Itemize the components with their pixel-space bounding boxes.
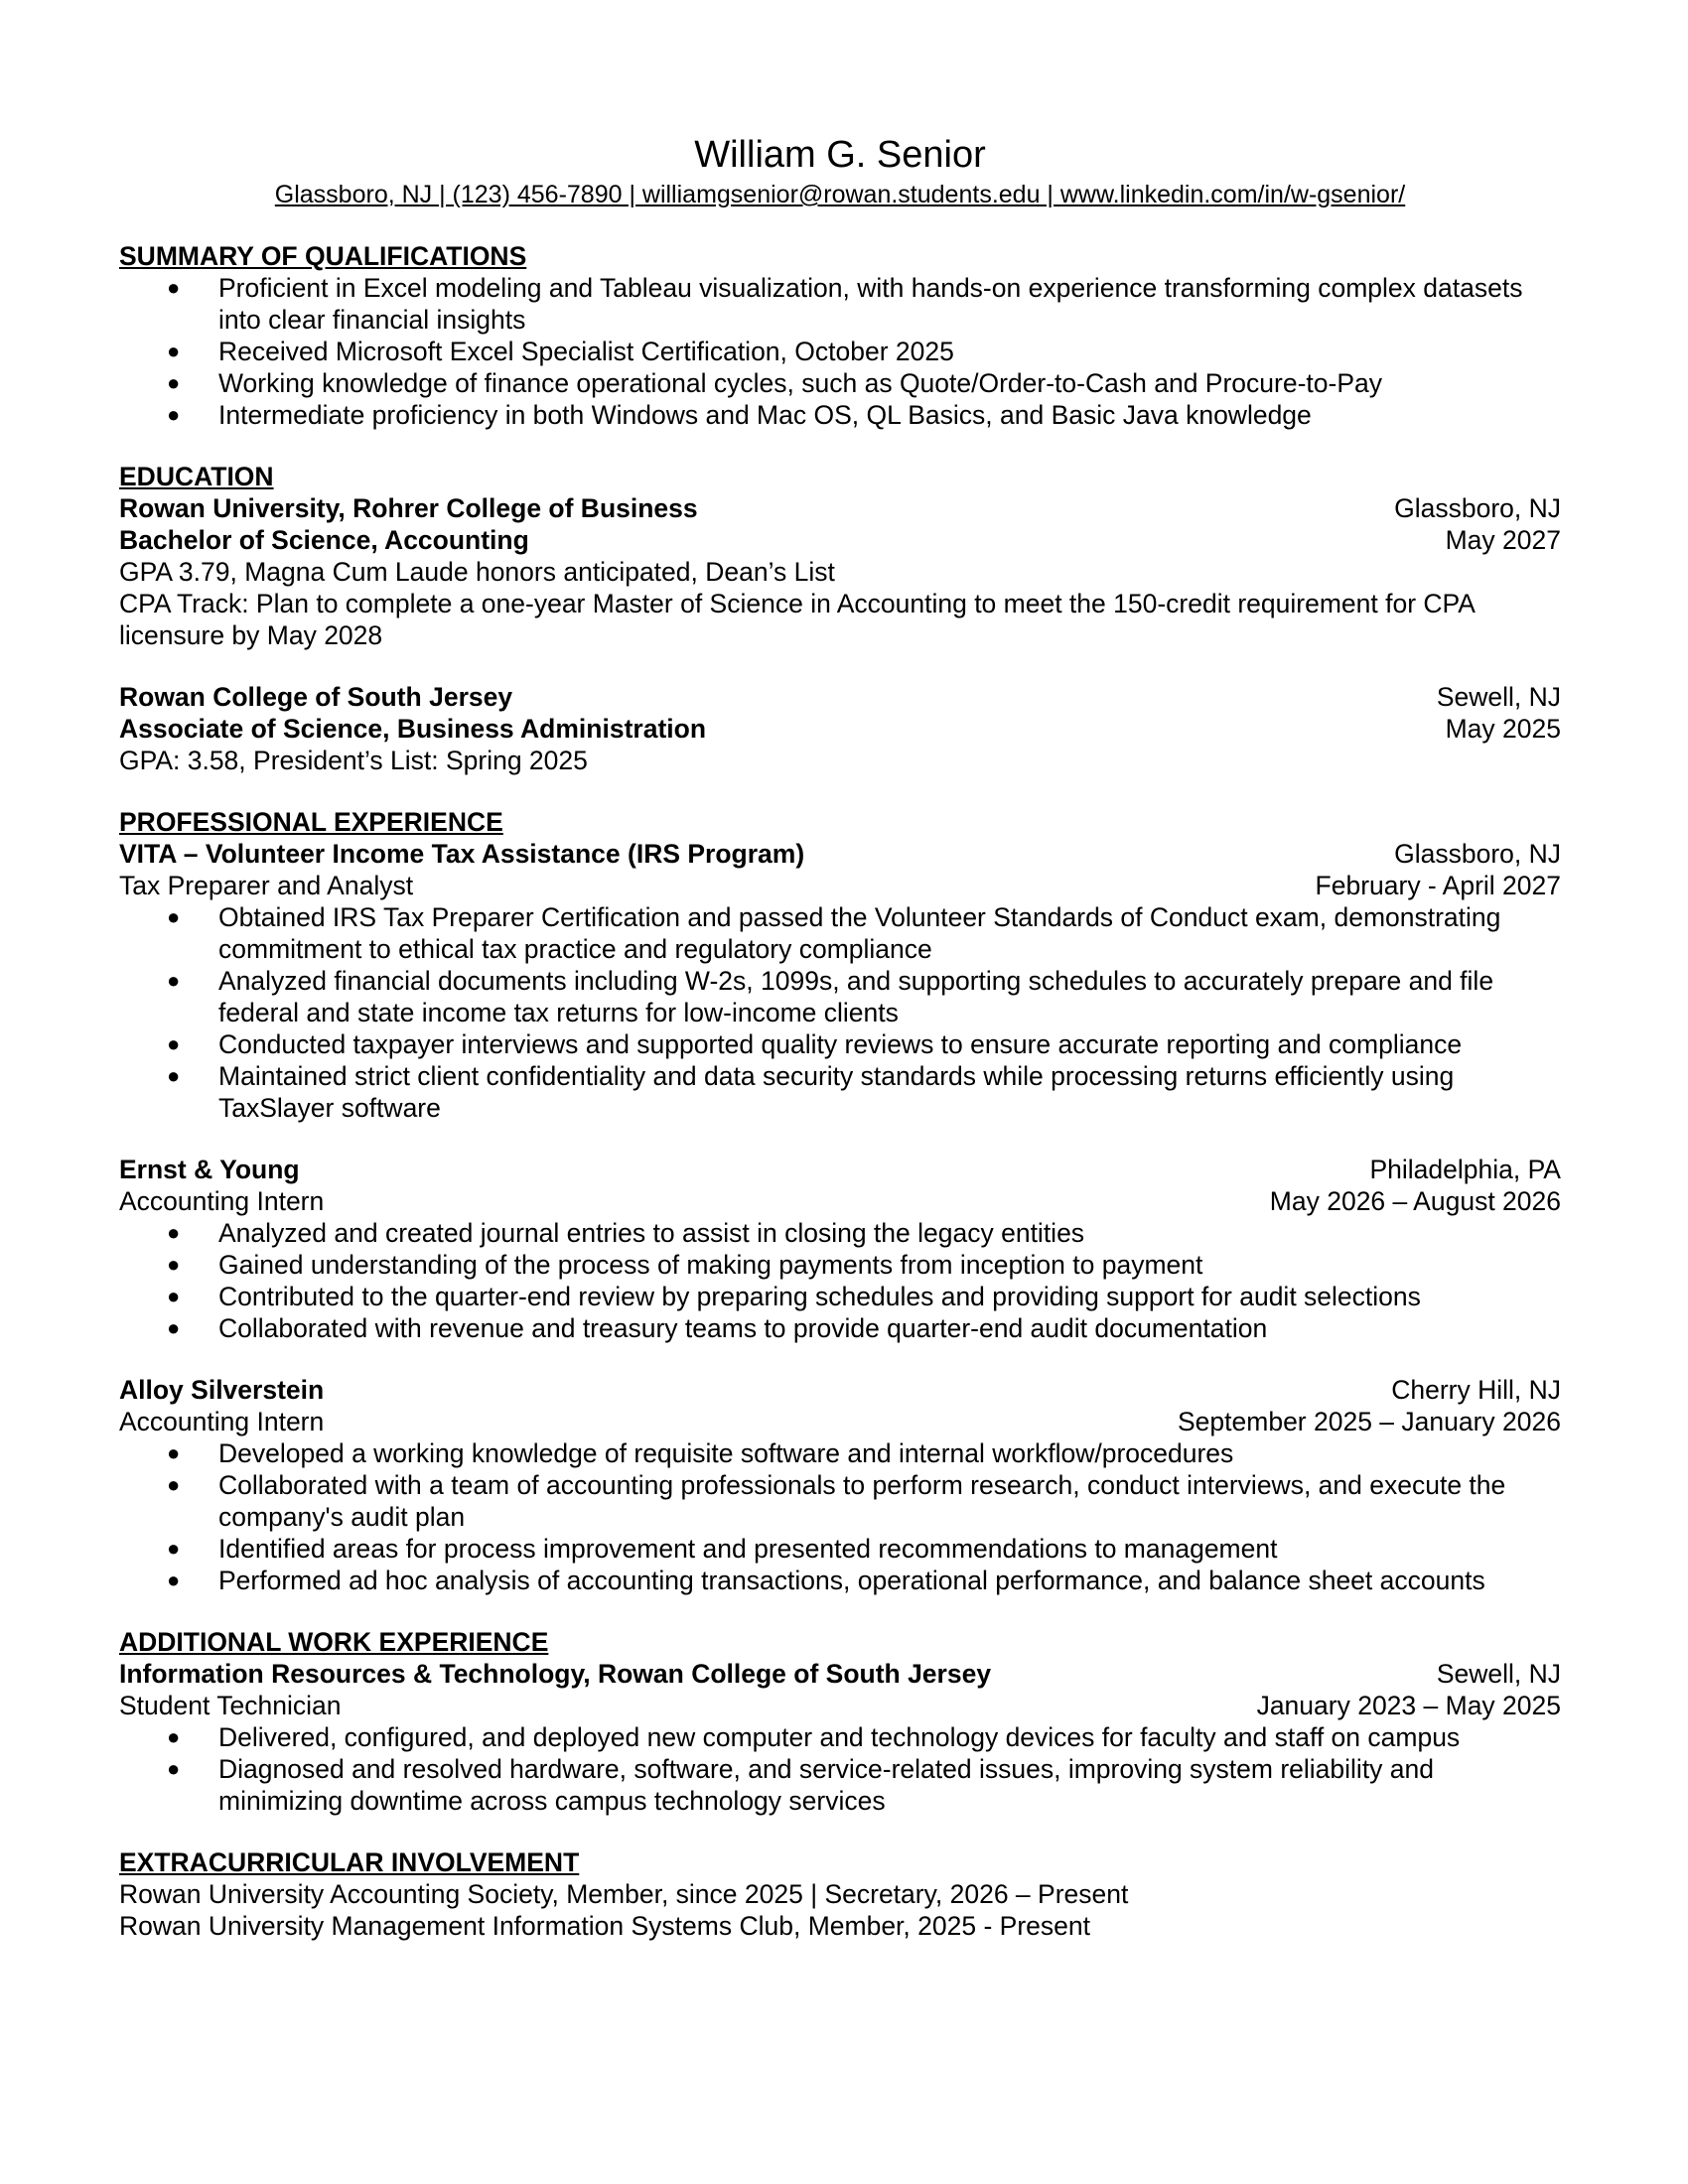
school-location: Sewell, NJ — [1436, 682, 1561, 712]
organization-name: Information Resources & Technology, Rowan College of South Jersey — [119, 1659, 992, 1689]
bullet-icon: ● — [167, 1472, 181, 1497]
education-detail: GPA 3.79, Magna Cum Laude honors anticipated, Dean’s List — [119, 557, 835, 587]
additional-experience-section — [119, 1626, 1561, 1817]
list-item-text: Collaborated with revenue and treasury teams to provide quarter-end audit documentation — [218, 1313, 1268, 1343]
organization-name: VITA – Volunteer Income Tax Assistance (IRS Program) — [119, 839, 805, 869]
bullet-icon: ● — [167, 1031, 181, 1056]
experience-entry — [119, 838, 1561, 1124]
role-date: January 2023 – May 2025 — [1256, 1691, 1561, 1720]
list-item — [119, 1533, 1561, 1565]
degree-name: Bachelor of Science, Accounting — [119, 525, 529, 555]
bullet-icon: ● — [167, 1536, 181, 1561]
organization-name: Alloy Silverstein — [119, 1375, 325, 1405]
professional-section — [119, 806, 1561, 1596]
list-item-text: Received Microsoft Excel Specialist Certification, October 2025 — [218, 337, 954, 366]
list-item-text: Collaborated with a team of accounting professionals to perform research, conduct interviews, and execute the company's audit plan — [218, 1470, 1506, 1532]
experience-entry — [119, 1374, 1561, 1596]
bullet-icon: ● — [167, 1568, 181, 1592]
bullet-icon: ● — [167, 968, 181, 993]
experience-entry — [119, 1658, 1561, 1817]
experience-entry — [119, 1154, 1561, 1344]
list-item — [119, 1060, 1561, 1124]
section-title-extracurricular: EXTRACURRICULAR INVOLVEMENT — [119, 1847, 580, 1877]
school-location: Glassboro, NJ — [1394, 493, 1561, 523]
organization-location: Philadelphia, PA — [1369, 1155, 1561, 1184]
role-title: Tax Preparer and Analyst — [119, 871, 414, 900]
bullet-icon: ● — [167, 275, 181, 300]
education-detail: CPA Track: Plan to complete a one-year Master of Science in Accounting to meet the 150-credit requirement for CPA licensure by May 2028 — [119, 589, 1475, 650]
list-item-text: Identified areas for process improvement and presented recommendations to management — [218, 1534, 1278, 1564]
list-item — [119, 1217, 1561, 1249]
bullet-icon: ● — [167, 1252, 181, 1277]
degree-name: Associate of Science, Business Administration — [119, 714, 707, 744]
bullet-icon: ● — [167, 1220, 181, 1245]
role-date: May 2026 – August 2026 — [1269, 1186, 1561, 1216]
experience-bullets — [119, 1217, 1561, 1344]
extracurricular-item: Rowan University Management Information Systems Club, Member, 2025 - Present — [119, 1911, 1090, 1941]
resume-header — [119, 133, 1561, 210]
contact-line: Glassboro, NJ | (123) 456-7890 | williamgsenior@rowan.students.edu | www.linkedin.com/in/w-gsenior/ — [274, 181, 1406, 208]
list-item — [119, 1312, 1561, 1344]
list-item-text: Obtained IRS Tax Preparer Certification and passed the Volunteer Standards of Conduct exam, demonstrating commitment to ethical tax practice and regulatory compliance — [218, 902, 1501, 964]
list-item — [119, 336, 1561, 367]
bullet-icon: ● — [167, 1756, 181, 1781]
list-item-text: Analyzed and created journal entries to assist in closing the legacy entities — [218, 1218, 1085, 1248]
role-title: Accounting Intern — [119, 1407, 325, 1436]
list-item — [119, 1753, 1561, 1817]
school-name: Rowan College of South Jersey — [119, 682, 513, 712]
education-entry — [119, 681, 1561, 776]
bullet-icon: ● — [167, 1440, 181, 1465]
list-item-text: Diagnosed and resolved hardware, software, and service-related issues, improving system reliability and minimizing downtime across campus technology services — [218, 1754, 1435, 1816]
list-item — [119, 272, 1561, 336]
bullet-icon: ● — [167, 1284, 181, 1308]
list-item-text: Analyzed financial documents including W-2s, 1099s, and supporting schedules to accurately prepare and file federal and state income tax returns for low-income clients — [218, 966, 1494, 1027]
bullet-icon: ● — [167, 339, 181, 363]
list-item-text: Conducted taxpayer interviews and supported quality reviews to ensure accurate reporting and compliance — [218, 1029, 1463, 1059]
list-item — [119, 1028, 1561, 1060]
list-item-text: Contributed to the quarter-end review by preparing schedules and providing support for audit selections — [218, 1282, 1421, 1311]
degree-date: May 2027 — [1445, 525, 1561, 555]
experience-bullets — [119, 901, 1561, 1124]
summary-section — [119, 240, 1561, 431]
list-item — [119, 399, 1561, 431]
summary-list — [119, 272, 1561, 431]
education-section — [119, 461, 1561, 776]
resume-page — [119, 133, 1561, 1942]
role-title: Accounting Intern — [119, 1186, 325, 1216]
education-detail: GPA: 3.58, President’s List: Spring 2025 — [119, 746, 588, 775]
list-item-text: Developed a working knowledge of requisite software and internal workflow/procedures — [218, 1438, 1234, 1468]
list-item-text: Delivered, configured, and deployed new computer and technology devices for faculty and staff on campus — [218, 1722, 1461, 1752]
education-entry — [119, 492, 1561, 651]
degree-date: May 2025 — [1445, 714, 1561, 744]
role-date: February - April 2027 — [1315, 871, 1561, 900]
bullet-icon: ● — [167, 370, 181, 395]
experience-bullets — [119, 1721, 1561, 1817]
bullet-icon: ● — [167, 904, 181, 929]
bullet-icon: ● — [167, 1724, 181, 1749]
section-title-professional: PROFESSIONAL EXPERIENCE — [119, 807, 503, 837]
list-item-text: Maintained strict client confidentiality and data security standards while processing returns efficiently using TaxSlayer software — [218, 1061, 1455, 1123]
role-date: September 2025 – January 2026 — [1178, 1407, 1561, 1436]
bullet-icon: ● — [167, 1315, 181, 1340]
list-item — [119, 367, 1561, 399]
bullet-icon: ● — [167, 1063, 181, 1088]
organization-location: Sewell, NJ — [1436, 1659, 1561, 1689]
extracurricular-section — [119, 1846, 1561, 1942]
experience-bullets — [119, 1437, 1561, 1596]
section-title-education: EDUCATION — [119, 462, 274, 491]
organization-location: Glassboro, NJ — [1394, 839, 1561, 869]
list-item — [119, 1469, 1561, 1533]
section-title-additional: ADDITIONAL WORK EXPERIENCE — [119, 1627, 549, 1657]
list-item-text: Working knowledge of finance operational cycles, such as Quote/Order-to-Cash and Procure-to-Pay — [218, 368, 1382, 398]
bullet-icon: ● — [167, 402, 181, 427]
extracurricular-item: Rowan University Accounting Society, Member, since 2025 | Secretary, 2026 – Present — [119, 1879, 1129, 1909]
list-item — [119, 1249, 1561, 1281]
role-title: Student Technician — [119, 1691, 342, 1720]
section-title-summary: SUMMARY OF QUALIFICATIONS — [119, 241, 527, 271]
list-item-text: Proficient in Excel modeling and Tableau visualization, with hands-on experience transforming complex datasets into clear financial insights — [218, 273, 1523, 335]
organization-name: Ernst & Young — [119, 1155, 300, 1184]
list-item-text: Gained understanding of the process of making payments from inception to payment — [218, 1250, 1203, 1280]
candidate-name: William G. Senior — [694, 134, 986, 176]
school-name: Rowan University, Rohrer College of Business — [119, 493, 698, 523]
list-item — [119, 965, 1561, 1028]
list-item-text: Intermediate proficiency in both Windows and Mac OS, QL Basics, and Basic Java knowledge — [218, 400, 1312, 430]
list-item — [119, 901, 1561, 965]
organization-location: Cherry Hill, NJ — [1391, 1375, 1561, 1405]
list-item — [119, 1721, 1561, 1753]
list-item-text: Performed ad hoc analysis of accounting transactions, operational performance, and balance sheet accounts — [218, 1566, 1485, 1595]
list-item — [119, 1565, 1561, 1596]
list-item — [119, 1281, 1561, 1312]
list-item — [119, 1437, 1561, 1469]
